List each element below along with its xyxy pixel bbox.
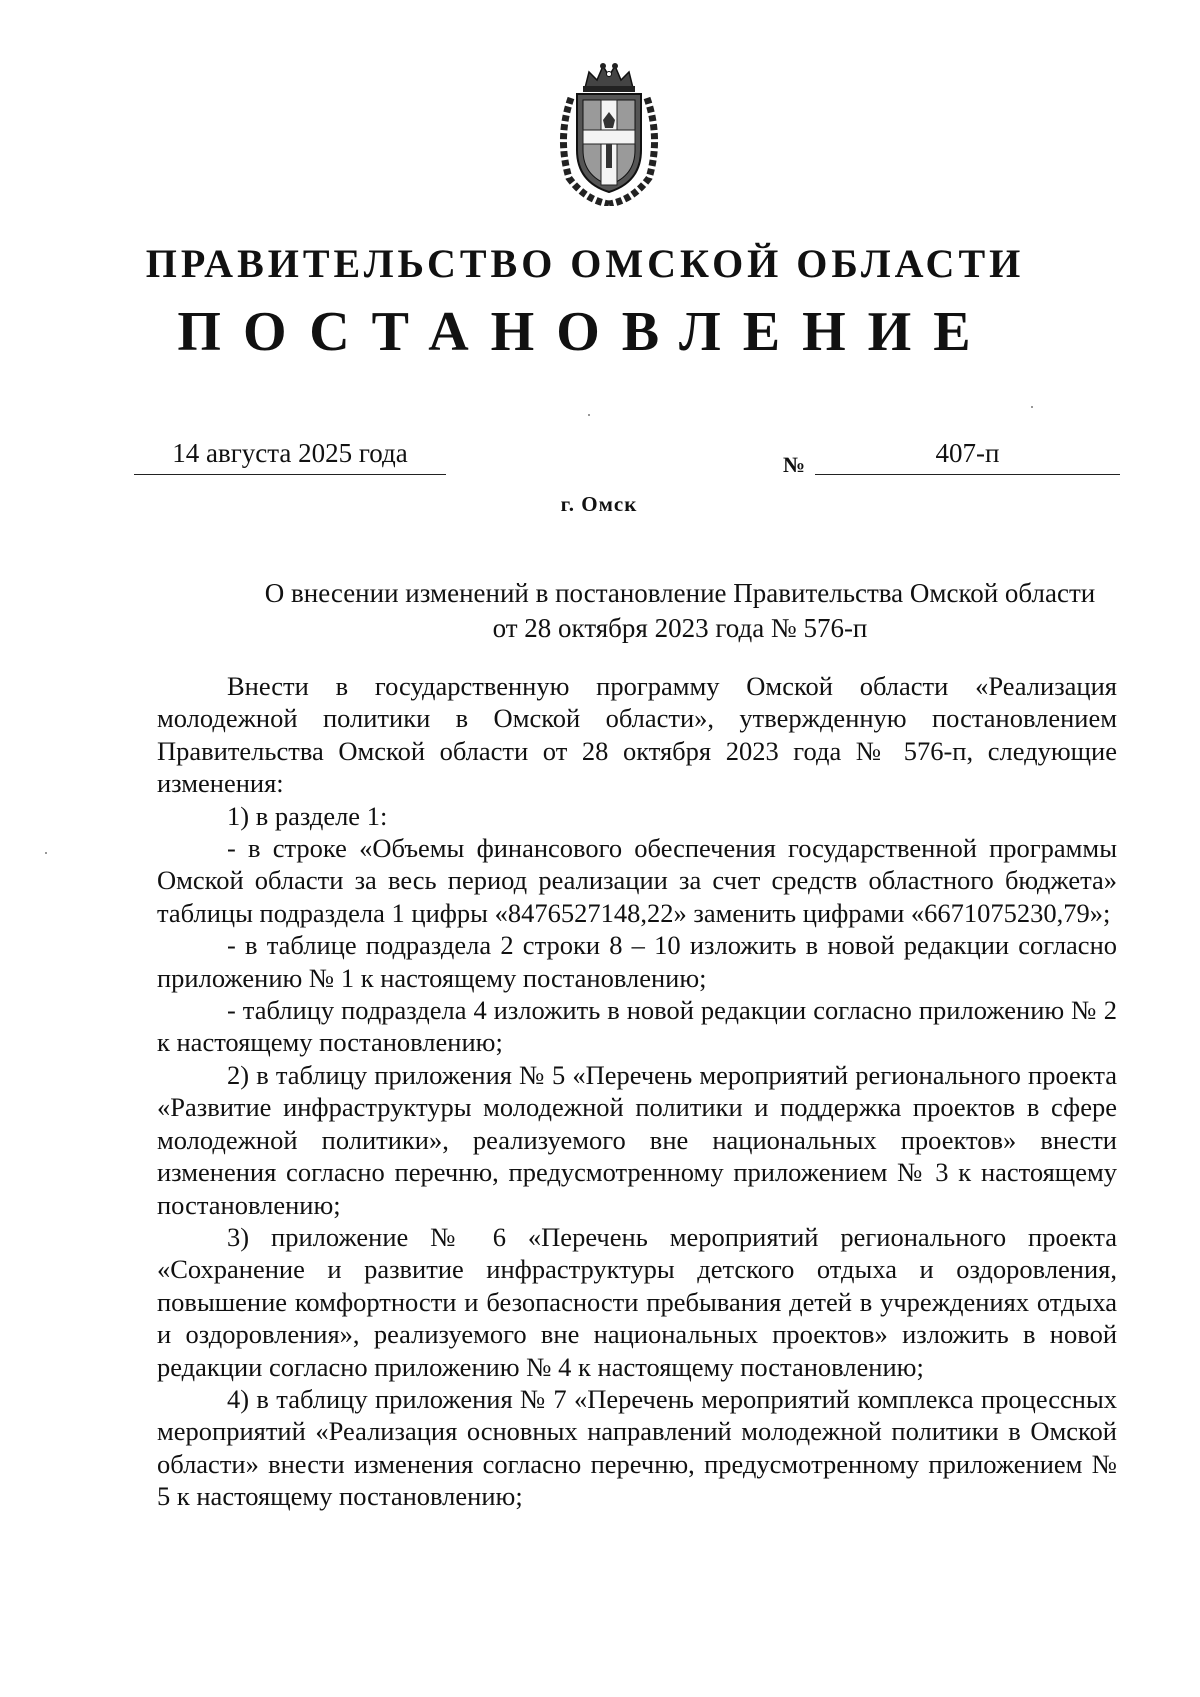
document-number: 407-п — [935, 438, 1000, 468]
document-subject — [200, 576, 1160, 646]
document-date: 14 августа 2025 года — [172, 438, 408, 468]
subject-line: от 28 октября 2023 года № 576-п — [492, 613, 868, 643]
body-paragraph: 1) в разделе 1: — [227, 800, 388, 831]
body-paragraph: - таблицу подраздела 4 изложить в новой редакции согласно приложению № 2 к настоящему постановлению; — [157, 995, 1117, 1058]
date-underline — [134, 474, 446, 475]
scan-speck — [1031, 406, 1033, 408]
body-paragraph: - в строке «Объемы финансового обеспечения государственной программы Омской области за весь период реализации за счет средств областного бюджета» таблицы подраздела 1 цифры «8476527148,22» заменить цифрами «6671075230,79»; — [157, 833, 1117, 928]
city-label: г. Омск — [560, 492, 638, 516]
subject-line: О внесении изменений в постановление Правительства Омской области — [264, 578, 1096, 608]
scan-speck — [45, 852, 47, 854]
number-sign: № — [783, 452, 806, 477]
scan-speck — [588, 414, 590, 416]
body-paragraph: 3) приложение № 6 «Перечень мероприятий регионального проекта «Сохранение и развитие инфраструктуры детского отдыха и оздоровления, повышение комфортности и безопасности пребывания детей в учреждениях отдыха и оздоровления», реализуемого вне национальных проектов» изложить в новой редакции согласно приложению № 4 к настоящему постановлению; — [157, 1221, 1117, 1382]
body-paragraph: - в таблице подраздела 2 строки 8 – 10 изложить в новой редакции согласно приложению № 1 к настоящему постановлению; — [157, 930, 1117, 993]
organization-title: ПРАВИТЕЛЬСТВО ОМСКОЙ ОБЛАСТИ — [145, 241, 1025, 286]
body-paragraph: 4) в таблицу приложения № 7 «Перечень мероприятий комплекса процессных мероприятий «Реализация основных направлений молодежной политики в Омской области» внести изменения согласно перечню, предусмотренному приложением № 5 к настоящему постановлению; — [157, 1383, 1117, 1512]
body-paragraph: Внести в государственную программу Омской области «Реализация молодежной политики в Омской области», утвержденную постановлением Правительства Омской области от 28 октября 2023 года № 576-п, следующие изменения: — [157, 671, 1117, 799]
document-type-title: ПОСТАНОВЛЕНИЕ — [177, 301, 993, 363]
omsk-coat-of-arms-icon — [555, 58, 663, 206]
document-body — [157, 670, 1117, 1513]
body-paragraph: 2) в таблицу приложения № 5 «Перечень мероприятий регионального проекта «Развитие инфраструктуры молодежной политики и поддержка проектов в сфере молодежной политики», реализуемого вне национальных проектов» внести изменения согласно перечню, предусмотренному приложением № 3 к настоящему постановлению; — [157, 1059, 1117, 1220]
number-underline — [815, 474, 1120, 475]
